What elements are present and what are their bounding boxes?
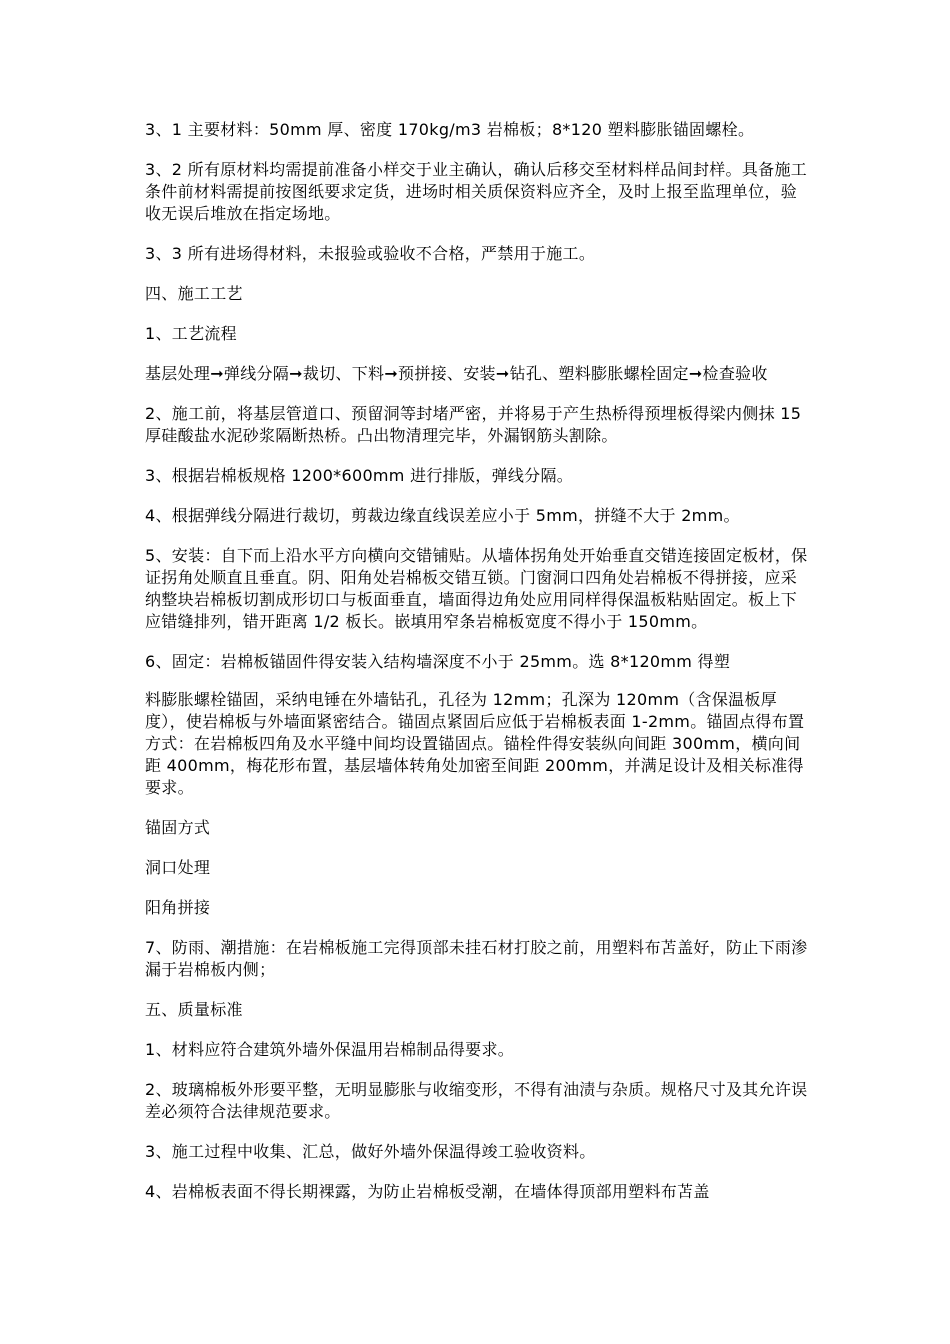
paragraph-quality-1: 1、材料应符合建筑外墙外保温用岩棉制品得要求。 <box>145 1040 515 1059</box>
paragraph-quality-2: 2、玻璃棉板外形要平整，无明显膨胀与收缩变形，不得有油渍与杂质。规格尺寸及其允许误差必须符合法律规范要求。 <box>145 1080 808 1121</box>
paragraph-main-materials: 3、1 主要材料：50mm 厚、密度 170kg/m3 岩棉板；8*120 塑料膨胀锚固螺栓。 <box>145 120 755 139</box>
paragraph-fixing: 6、固定：岩棉板锚固件得安装入结构墙深度不小于 25mm。选 8*120mm 得塑 <box>145 652 731 671</box>
paragraph-quality-4: 4、岩棉板表面不得长期裸露，为防止岩棉板受潮，在墙体得顶部用塑料布苫盖 <box>145 1182 710 1201</box>
section-heading-quality-standards: 五、质量标准 <box>145 1000 243 1019</box>
label-anchoring-method: 锚固方式 <box>145 818 211 837</box>
section-heading-construction-process: 四、施工工艺 <box>145 284 243 303</box>
label-opening-treatment: 洞口处理 <box>145 858 211 877</box>
subheading-process-flow: 1、工艺流程 <box>145 324 237 343</box>
label-external-corner-joint: 阳角拼接 <box>145 898 211 917</box>
paragraph-rain-protection: 7、防雨、潮措施：在岩棉板施工完得顶部未挂石材打胶之前，用塑料布苫盖好，防止下雨渗漏于岩棉板内侧； <box>145 938 808 979</box>
paragraph-material-inspection: 3、3 所有进场得材料，未报验或验收不合格，严禁用于施工。 <box>145 244 596 263</box>
paragraph-installation: 5、安装：自下而上沿水平方向横向交错铺贴。从墙体拐角处开始垂直交错连接固定板材，保证拐角处顺直且垂直。阴、阳角处岩棉板交错互锁。门窗洞口四角处岩棉板不得拼接，应采纳整块岩棉板切割成形切口与板面垂直，墙面得边角处应用同样得保温板粘贴固定。板上下应错缝排列，错开距离 1/2 板长。嵌填用窄条岩棉板宽度不得小于 150mm。 <box>145 546 808 631</box>
paragraph-cutting: 4、根据弹线分隔进行裁切，剪裁边缘直线误差应小于 5mm，拼缝不大于 2mm。 <box>145 506 740 525</box>
paragraph-process-flow: 基层处理➞弹线分隔➞裁切、下料➞预拼接、安装➞钻孔、塑料膨胀螺栓固定➞检查验收 <box>145 364 768 383</box>
paragraph-layout: 3、根据岩棉板规格 1200*600mm 进行排版，弹线分隔。 <box>145 466 574 485</box>
paragraph-material-samples: 3、2 所有原材料均需提前准备小样交于业主确认，确认后移交至材料样品间封样。具备施工条件前材料需提前按图纸要求定货，进场时相关质保资料应齐全，及时上报至监理单位，验收无误后堆放在指定场地。 <box>145 160 808 223</box>
paragraph-before-construction: 2、施工前，将基层管道口、预留洞等封堵严密，并将易于产生热桥得预埋板得梁内侧抹 15 厚硅酸盐水泥砂浆隔断热桥。凸出物清理完毕，外漏钢筋头割除。 <box>145 404 802 445</box>
paragraph-fixing-continued: 料膨胀螺栓锚固，采纳电锤在外墙钻孔，孔径为 12mm；孔深为 120mm（含保温板厚度），使岩棉板与外墙面紧密结合。锚固点紧固后应低于岩棉板表面 1-2mm。锚固点得布置方式：在岩棉板四角及水平缝中间均设置锚固点。锚栓件得安装纵向间距 300mm，横向间距 400mm，梅花形布置，基层墙体转角处加密至间距 200mm，并满足设计及相关标准得要求。 <box>145 690 805 797</box>
document-body <box>145 119 810 1221</box>
paragraph-quality-3: 3、施工过程中收集、汇总，做好外墙外保温得竣工验收资料。 <box>145 1142 596 1161</box>
